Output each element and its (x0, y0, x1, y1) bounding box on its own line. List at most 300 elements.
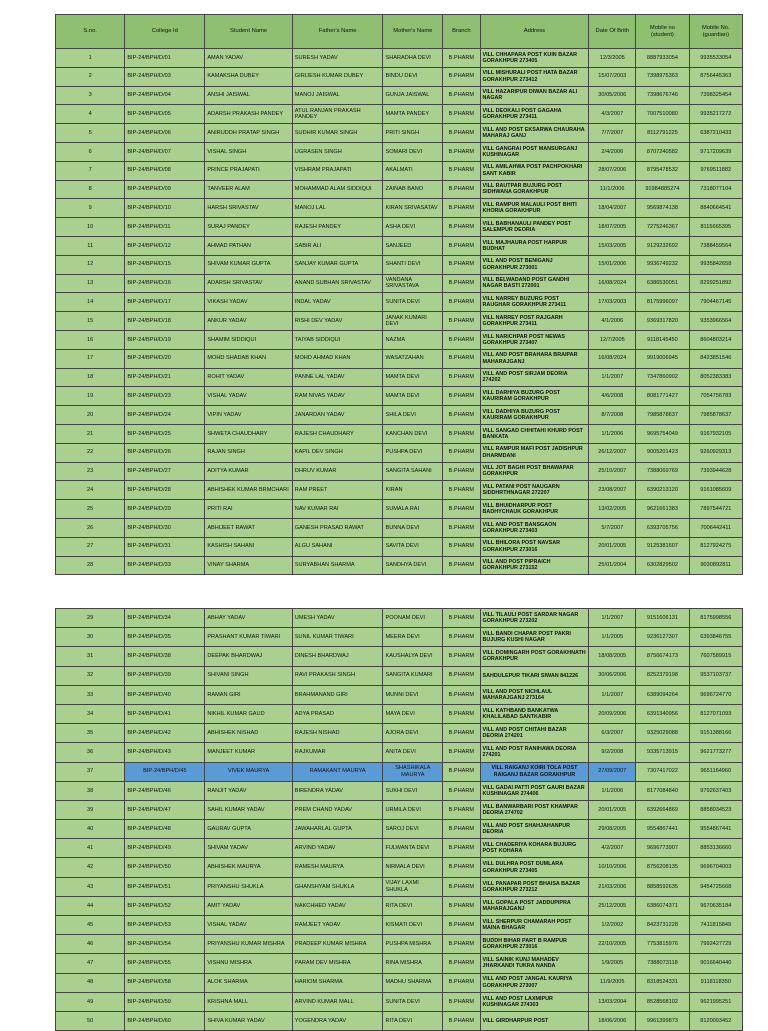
address-cell: VILL GOPALA POST JADDUPIPRA MAHARAJGANJ (480, 896, 589, 915)
table-row (56, 368, 743, 387)
father-name-cell: ATUL RANJAN PRAKASH PANDEY (292, 105, 383, 124)
branch-cell: B.PHARM (443, 236, 480, 255)
column-header: Address (480, 15, 589, 49)
branch-cell: B.PHARM (443, 954, 480, 973)
student-name-cell: KRISHNA MALL (205, 992, 292, 1011)
column-header: Mother's Name (383, 15, 443, 49)
student-mobile-cell: 7307417022 (636, 762, 689, 781)
branch-cell: B.PHARM (443, 992, 480, 1011)
student-name-cell: MANJEET KUMAR (205, 743, 292, 762)
student-name-cell: ADARSH PRAKASH PANDEY (205, 105, 292, 124)
mother-name-cell: URMILA DEVI (383, 800, 443, 819)
student-mobile-cell: 8423731228 (636, 916, 689, 935)
mother-name-cell: SHANTI DEVI (383, 255, 443, 274)
address-cell: VILL HAZARIPUR DIWAN BAZAR ALI NAGAR (480, 86, 589, 105)
branch-cell: B.PHARM (443, 161, 480, 180)
student-mobile-cell: 8252379198 (636, 666, 689, 685)
father-name-cell: GHANSHYAM SHUKLA (292, 877, 383, 896)
college-id-cell: BIP-24/BPH/D/06 (125, 124, 205, 143)
dob-cell: 17/03/2003 (589, 293, 636, 312)
college-id-cell: BIP-24/BPH/D/12 (125, 236, 205, 255)
guardian-mobile-cell: 9792637403 (689, 781, 742, 800)
column-header: S.no. (56, 15, 125, 49)
address-cell: VILL KATHBAND BANKATWA KHALILABAD SANTKABIR (480, 704, 589, 723)
mother-name-cell: SHILA DEVI (383, 406, 443, 425)
college-id-cell: BIP-24/BPH/D/52 (125, 896, 205, 915)
dob-cell: 25/10/2007 (589, 462, 636, 481)
dob-cell: 29/08/2005 (589, 820, 636, 839)
table-row (56, 67, 743, 86)
dob-cell: 1/9/2005 (589, 954, 636, 973)
column-header: College Id (125, 15, 205, 49)
dob-cell: 9/2/2008 (589, 743, 636, 762)
serial-number-cell: 44 (56, 896, 125, 915)
branch-cell: B.PHARM (443, 704, 480, 723)
branch-cell: B.PHARM (443, 916, 480, 935)
student-name-cell: ADARSH SRIVASTAV (205, 274, 292, 293)
serial-number-cell: 11 (56, 236, 125, 255)
table-row (56, 609, 743, 628)
college-id-cell: BIP-24/BPH/D/20 (125, 349, 205, 368)
mother-name-cell: SUNITA DEVI (383, 293, 443, 312)
mother-name-cell: POONAM DEVI (383, 609, 443, 628)
mother-name-cell: BUNNA DEVI (383, 518, 443, 537)
branch-cell: B.PHARM (443, 1011, 480, 1030)
father-name-cell: TAIYAB SIDDIQUI (292, 330, 383, 349)
address-cell: VILL NARREY BUZURG POST RAUGHAR GORAKHPUR 273411 (480, 293, 589, 312)
college-id-cell: BIP-24/BPH/D/33 (125, 556, 205, 575)
student-name-cell: SHIVANI SINGH (205, 666, 292, 685)
student-name-cell: PRITI RAI (205, 500, 292, 519)
dob-cell: 16/08/2024 (589, 274, 636, 293)
dob-cell: 13/02/2005 (589, 500, 636, 519)
college-id-cell: BIP-24/BPH/D/60 (125, 1011, 205, 1030)
address-cell: VILL RAMPUR MALAULI POST BHITI KHORIA GORAKHPUR (480, 199, 589, 218)
student-name-cell: AMIT YADAV (205, 896, 292, 915)
serial-number-cell: 12 (56, 255, 125, 274)
dob-cell: 20/01/2005 (589, 537, 636, 556)
table-row (56, 274, 743, 293)
serial-number-cell: 4 (56, 105, 125, 124)
student-mobile-cell: 9005201423 (636, 443, 689, 462)
guardian-mobile-cell: 9651164960 (689, 762, 742, 781)
mother-name-cell: VIJAY LAXMI SHUKLA (383, 877, 443, 896)
dob-cell: 5/7/2007 (589, 518, 636, 537)
father-name-cell: NAV KUMAR RAI (292, 500, 383, 519)
guardian-mobile-cell: 7897544721 (689, 500, 742, 519)
college-id-cell: BIP-24/BPH/D/29 (125, 500, 205, 519)
branch-cell: B.PHARM (443, 800, 480, 819)
serial-number-cell: 5 (56, 124, 125, 143)
mother-name-cell: KANCHAN DEVI (383, 424, 443, 443)
mother-name-cell: SANDHYA DEVI (383, 556, 443, 575)
table-row (56, 973, 743, 992)
student-mobile-cell: 7347860902 (636, 368, 689, 387)
father-name-cell: UGRASEN SINGH (292, 142, 383, 161)
college-id-cell: BIP-24/BPH/D/38 (125, 647, 205, 666)
student-name-cell: PRIYANSHU KUMAR MISHRA (205, 935, 292, 954)
student-name-cell: VIPIN YADAV (205, 406, 292, 425)
address-cell: VILL AND POST SHAHJAHANPUR DEORIA (480, 820, 589, 839)
college-id-cell: BIP-24/BPH/D/51 (125, 877, 205, 896)
serial-number-cell: 8 (56, 180, 125, 199)
table-row (56, 481, 743, 500)
serial-number-cell: 3 (56, 86, 125, 105)
student-mobile-cell: 7275246367 (636, 218, 689, 237)
mother-name-cell: SUNITA DEVI (383, 992, 443, 1011)
mother-name-cell: MEERA DEVI (383, 628, 443, 647)
college-id-cell: BIP-24/BPH/D/43 (125, 743, 205, 762)
branch-cell: B.PHARM (443, 500, 480, 519)
student-name-cell: RAJAN SINGH (205, 443, 292, 462)
college-id-cell: BIP-24/BPH/D/31 (125, 537, 205, 556)
branch-cell: B.PHARM (443, 255, 480, 274)
table-row (56, 935, 743, 954)
table-row (56, 666, 743, 685)
student-mobile-cell: 9325029088 (636, 724, 689, 743)
college-id-cell: BIP-24/BPH/D/54 (125, 935, 205, 954)
table-row (56, 406, 743, 425)
mother-name-cell: NAZMA (383, 330, 443, 349)
student-mobile-cell: 7398975363 (636, 67, 689, 86)
guardian-mobile-cell: 7006442411 (689, 518, 742, 537)
guardian-mobile-cell: 7393944628 (689, 462, 742, 481)
college-id-cell: BIP-24/BPH/D/58 (125, 973, 205, 992)
guardian-mobile-cell: 7054756783 (689, 387, 742, 406)
mother-name-cell: AJORA DEVI (383, 724, 443, 743)
college-id-cell: BIP-24/BPH/D/17 (125, 293, 205, 312)
address-cell: VILL AND POST RANIHAWA DEORIA 274201 (480, 743, 589, 762)
serial-number-cell: 29 (56, 609, 125, 628)
guardian-mobile-cell: 9769511882 (689, 161, 742, 180)
mother-name-cell: PRITI SINGH (383, 124, 443, 143)
address-cell: BUDDH BIHAR PART B RAMPUR GORAKHPUR 273016 (480, 935, 589, 954)
student-mobile-cell: 9569874138 (636, 199, 689, 218)
address-cell: VILL SHERPUR CHAMARAH POST MAINA BHAGAR (480, 916, 589, 935)
dob-cell: 15/07/2003 (589, 67, 636, 86)
student-mobile-cell: 6390213120 (636, 481, 689, 500)
branch-cell: B.PHARM (443, 312, 480, 331)
college-id-cell: BIP-24/BPH/D/11 (125, 218, 205, 237)
address-cell: VILL AND POST BANSGAON GORAKHPUR 273403 (480, 518, 589, 537)
address-cell: VILL CHHAPARA POST KUIN BAZAR GORAKHPUR 273405 (480, 49, 589, 68)
branch-cell: B.PHARM (443, 537, 480, 556)
guardian-mobile-cell: 9167932105 (689, 424, 742, 443)
dob-cell: 18/04/2007 (589, 199, 636, 218)
college-id-cell: BIP-24/BPH/D/25 (125, 424, 205, 443)
mother-name-cell: BINDU DEVI (383, 67, 443, 86)
student-name-cell: ABHAY YADAV (205, 609, 292, 628)
table-row (56, 877, 743, 896)
father-name-cell: RAJESH PANDEY (292, 218, 383, 237)
dob-cell: 22/10/2005 (589, 935, 636, 954)
column-header: Branch (443, 15, 480, 49)
address-cell: VILL BANDI CHAPAR POST PAKRI BUJURG KUSHI NAGAR (480, 628, 589, 647)
guardian-mobile-cell: 9935217272 (689, 105, 742, 124)
college-id-cell: BIP-24/BPH/D/07 (125, 142, 205, 161)
table-row (56, 180, 743, 199)
mother-name-cell: SHASHIKALA MAURYA (383, 762, 443, 781)
dob-cell: 1/1/2005 (589, 628, 636, 647)
student-name-cell: MOHD SHADAB KHAN (205, 349, 292, 368)
table-row (56, 556, 743, 575)
guardian-mobile-cell: 7411815849 (689, 916, 742, 935)
guardian-mobile-cell: 9161085609 (689, 481, 742, 500)
student-name-cell: VINAY SHARMA (205, 556, 292, 575)
address-cell: VILL GIRDHARPUR POST (480, 1011, 589, 1030)
father-name-cell: RAJKUMAR (292, 743, 383, 762)
table-row (56, 628, 743, 647)
guardian-mobile-cell: 9621995251 (689, 992, 742, 1011)
table-row (56, 218, 743, 237)
student-mobile-cell: 91984885274 (636, 180, 689, 199)
student-name-cell: PRIYANSHU SHUKLA (205, 877, 292, 896)
college-id-cell: BIP-24/BPH/D/21 (125, 368, 205, 387)
mother-name-cell: SANGITA SAHANI (383, 462, 443, 481)
guardian-mobile-cell: 7318077104 (689, 180, 742, 199)
serial-number-cell: 35 (56, 724, 125, 743)
student-mobile-cell: 9554867441 (636, 820, 689, 839)
branch-cell: B.PHARM (443, 199, 480, 218)
dob-cell: 13/03/2004 (589, 992, 636, 1011)
father-name-cell: GIRIJESH KUMAR DUBEY (292, 67, 383, 86)
student-mobile-cell: 9151606131 (636, 609, 689, 628)
branch-cell: B.PHARM (443, 180, 480, 199)
dob-cell: 1/1/2006 (589, 424, 636, 443)
branch-cell: B.PHARM (443, 330, 480, 349)
table-row (56, 349, 743, 368)
student-name-cell: RANJIT YADAV (205, 781, 292, 800)
dob-cell: 21/03/2006 (589, 877, 636, 896)
guardian-mobile-cell: 9696724770 (689, 685, 742, 704)
serial-number-cell: 42 (56, 858, 125, 877)
table-row (56, 443, 743, 462)
father-name-cell: ALGU SAHANI (292, 537, 383, 556)
dob-cell: 15/03/2005 (589, 236, 636, 255)
table-row (56, 86, 743, 105)
college-id-cell: BIP-24/BPH/D/35 (125, 628, 205, 647)
student-mobile-cell: 8795478532 (636, 161, 689, 180)
dob-cell: 23/08/2007 (589, 481, 636, 500)
college-id-cell: BIP-24/BPH/D/46 (125, 781, 205, 800)
guardian-mobile-cell: 9260929313 (689, 443, 742, 462)
mother-name-cell: KISMATI DEVI (383, 916, 443, 935)
father-name-cell: RAVI PRAKASH SINGH (292, 666, 383, 685)
guardian-mobile-cell: 9537103737 (689, 666, 742, 685)
table-row (56, 647, 743, 666)
serial-number-cell: 14 (56, 293, 125, 312)
student-mobile-cell: 6389094264 (636, 685, 689, 704)
student-mobile-cell: 7398676746 (636, 86, 689, 105)
mother-name-cell: RITA DEVI (383, 896, 443, 915)
table-row (56, 858, 743, 877)
dob-cell: 26/12/2007 (589, 443, 636, 462)
serial-number-cell: 10 (56, 218, 125, 237)
mother-name-cell: JANAK KUMARI DEVI (383, 312, 443, 331)
column-header: Student Name (205, 15, 292, 49)
dob-cell: 1/1/2007 (589, 685, 636, 704)
student-name-cell: SHIVAM YADAV (205, 839, 292, 858)
mother-name-cell: MADHU SHARMA (383, 973, 443, 992)
serial-number-cell: 21 (56, 424, 125, 443)
guardian-mobile-cell: 9621773277 (689, 743, 742, 762)
serial-number-cell: 13 (56, 274, 125, 293)
student-name-cell: AHMAD PATHAN (205, 236, 292, 255)
student-table-page-1 (55, 14, 743, 575)
branch-cell: B.PHARM (443, 935, 480, 954)
guardian-mobile-cell: 9696704003 (689, 858, 742, 877)
serial-number-cell: 32 (56, 666, 125, 685)
branch-cell: B.PHARM (443, 481, 480, 500)
guardian-mobile-cell: 7388459564 (689, 236, 742, 255)
table-row (56, 124, 743, 143)
college-id-cell: BIP-24/BPH/D/48 (125, 820, 205, 839)
father-name-cell: YOGENDRA YADAV (292, 1011, 383, 1030)
college-id-cell: BIP-24/BPH/D/10 (125, 199, 205, 218)
student-name-cell: VIVEK MAURYA (205, 762, 292, 781)
serial-number-cell: 38 (56, 781, 125, 800)
mother-name-cell: ASHA DEVI (383, 218, 443, 237)
dob-cell: 8/7/2008 (589, 406, 636, 425)
branch-cell: B.PHARM (443, 49, 480, 68)
serial-number-cell: 41 (56, 839, 125, 858)
table-row (56, 255, 743, 274)
table-row (56, 500, 743, 519)
college-id-cell: BIP-24/BPH/D/59 (125, 992, 205, 1011)
guardian-mobile-cell: 8756445363 (689, 67, 742, 86)
address-cell: VILL AMILAHWA POST PACHPOKHARI SANT KABIR (480, 161, 589, 180)
branch-cell: B.PHARM (443, 685, 480, 704)
branch-cell: B.PHARM (443, 896, 480, 915)
serial-number-cell: 30 (56, 628, 125, 647)
address-cell: VILL PATANI POST NAUGARN SIDDHRTHNAGAR 272207 (480, 481, 589, 500)
branch-cell: B.PHARM (443, 124, 480, 143)
college-id-cell: BIP-24/BPH/D/30 (125, 518, 205, 537)
table-row (56, 704, 743, 723)
branch-cell: B.PHARM (443, 368, 480, 387)
guardian-mobile-cell: 8127924275 (689, 537, 742, 556)
address-cell: VILL MAJHAURA POST HARPUR BUDHAT (480, 236, 589, 255)
guardian-mobile-cell: 8840664541 (689, 199, 742, 218)
table-row (56, 330, 743, 349)
student-table-page-2 (55, 608, 743, 1031)
address-cell: VILL BABHANAULI PANDEY POST SALEMPUR DEORIA (480, 218, 589, 237)
student-name-cell: ROHIT YADAV (205, 368, 292, 387)
address-cell: VILL JOT BAGHI POST BHAWAPAR GORAKHPUR (480, 462, 589, 481)
mother-name-cell: PUSHPA DEVI (383, 443, 443, 462)
serial-number-cell: 50 (56, 1011, 125, 1030)
guardian-mobile-cell: 8423851546 (689, 349, 742, 368)
dob-cell: 28/07/2006 (589, 161, 636, 180)
father-name-cell: RAJESH CHAUDHARY (292, 424, 383, 443)
address-cell: VILL AND POST CHITAHI BAZAR DEORIA 274201 (480, 724, 589, 743)
guardian-mobile-cell: 8299251892 (689, 274, 742, 293)
branch-cell: B.PHARM (443, 424, 480, 443)
serial-number-cell: 9 (56, 199, 125, 218)
dob-cell: 20/09/2006 (589, 704, 636, 723)
serial-number-cell: 47 (56, 954, 125, 973)
college-id-cell: BIP-24/BPH/D/23 (125, 387, 205, 406)
dob-cell: 12/7/2005 (589, 330, 636, 349)
branch-cell: B.PHARM (443, 556, 480, 575)
mother-name-cell: ANITA DEVI (383, 743, 443, 762)
father-name-cell: RISHI DEV YADAV (292, 312, 383, 331)
table-row (56, 236, 743, 255)
guardian-mobile-cell: 7398325454 (689, 86, 742, 105)
guardian-mobile-cell: 7992427729 (689, 935, 742, 954)
father-name-cell: MANOJ LAL (292, 199, 383, 218)
branch-cell: B.PHARM (443, 647, 480, 666)
student-mobile-cell: 9236127307 (636, 628, 689, 647)
student-mobile-cell: 9695754049 (636, 424, 689, 443)
guardian-mobile-cell: 9016640440 (689, 954, 742, 973)
father-name-cell: VISHRAM PRAJAPATI (292, 161, 383, 180)
mother-name-cell: MUNNI DEVI (383, 685, 443, 704)
guardian-mobile-cell: 9935533054 (689, 49, 742, 68)
table-row (56, 1011, 743, 1030)
branch-cell: B.PHARM (443, 973, 480, 992)
father-name-cell: PANNE LAL YADAV (292, 368, 383, 387)
father-name-cell: SANJAY KUMAR GUPTA (292, 255, 383, 274)
student-mobile-cell: 9118145450 (636, 330, 689, 349)
dob-cell: 2/4/2006 (589, 142, 636, 161)
guardian-mobile-cell: 8052383383 (689, 368, 742, 387)
student-mobile-cell: 6302829502 (636, 556, 689, 575)
address-cell: VILL DADHIYA BUZURG POST KAURIRAM GORAKHPUR (480, 406, 589, 425)
branch-cell: B.PHARM (443, 858, 480, 877)
father-name-cell: INDAL YADAV (292, 293, 383, 312)
table-row (56, 293, 743, 312)
branch-cell: B.PHARM (443, 762, 480, 781)
father-name-cell: DINESH BHARDWAJ (292, 647, 383, 666)
address-cell: VILL AND POST EKSARWA CHAURAHA MAHARAJ GANJ (480, 124, 589, 143)
guardian-mobile-cell: 9353966564 (689, 312, 742, 331)
father-name-cell: MANOJ JAISWAL (292, 86, 383, 105)
father-name-cell: PARAM DEV MISHRA (292, 954, 383, 973)
address-cell: SAHDULEPUR TIKARI SIWAN 841226 (480, 666, 589, 685)
branch-cell: B.PHARM (443, 518, 480, 537)
table-row (56, 820, 743, 839)
student-name-cell: KAMAKSHA DUBEY (205, 67, 292, 86)
branch-cell: B.PHARM (443, 349, 480, 368)
guardian-mobile-cell: 9717209639 (689, 142, 742, 161)
guardian-mobile-cell: 8853136660 (689, 839, 742, 858)
mother-name-cell: PUSHPA MISHRA (383, 935, 443, 954)
address-cell: VILL BANWARBARI POST KHAMPAR DEORIA 274702 (480, 800, 589, 819)
guardian-mobile-cell: 8120093452 (689, 1011, 742, 1030)
student-mobile-cell: 9696773907 (636, 839, 689, 858)
student-mobile-cell: 6391340956 (636, 704, 689, 723)
dob-cell: 7/7/2007 (589, 124, 636, 143)
dob-cell: 20/01/2005 (589, 800, 636, 819)
branch-cell: B.PHARM (443, 628, 480, 647)
address-cell: VILL BHUIDHARPUR POST BADHYCHAUK GORAKHPUR (480, 500, 589, 519)
serial-number-cell: 39 (56, 800, 125, 819)
dob-cell: 27/09/2007 (589, 762, 636, 781)
address-cell: VILL GADAI PATTI POST GAURI BAZAR KUSHINAGAR 274406 (480, 781, 589, 800)
table-row (56, 896, 743, 915)
dob-cell: 16/08/2024 (589, 349, 636, 368)
serial-number-cell: 45 (56, 916, 125, 935)
address-cell: VILL PANAPAR POST BHAISA BAZAR GORAKHPUR 273212 (480, 877, 589, 896)
address-cell: VILL AND POST JANGAL KAURIYA GORAKHPUR 273007 (480, 973, 589, 992)
student-mobile-cell: 9335713915 (636, 743, 689, 762)
student-name-cell: TANVEER ALAM (205, 180, 292, 199)
branch-cell: B.PHARM (443, 820, 480, 839)
mother-name-cell: MAYA DEVI (383, 704, 443, 723)
father-name-cell: RAMESH MAURYA (292, 858, 383, 877)
student-mobile-cell: 7388073118 (636, 954, 689, 973)
